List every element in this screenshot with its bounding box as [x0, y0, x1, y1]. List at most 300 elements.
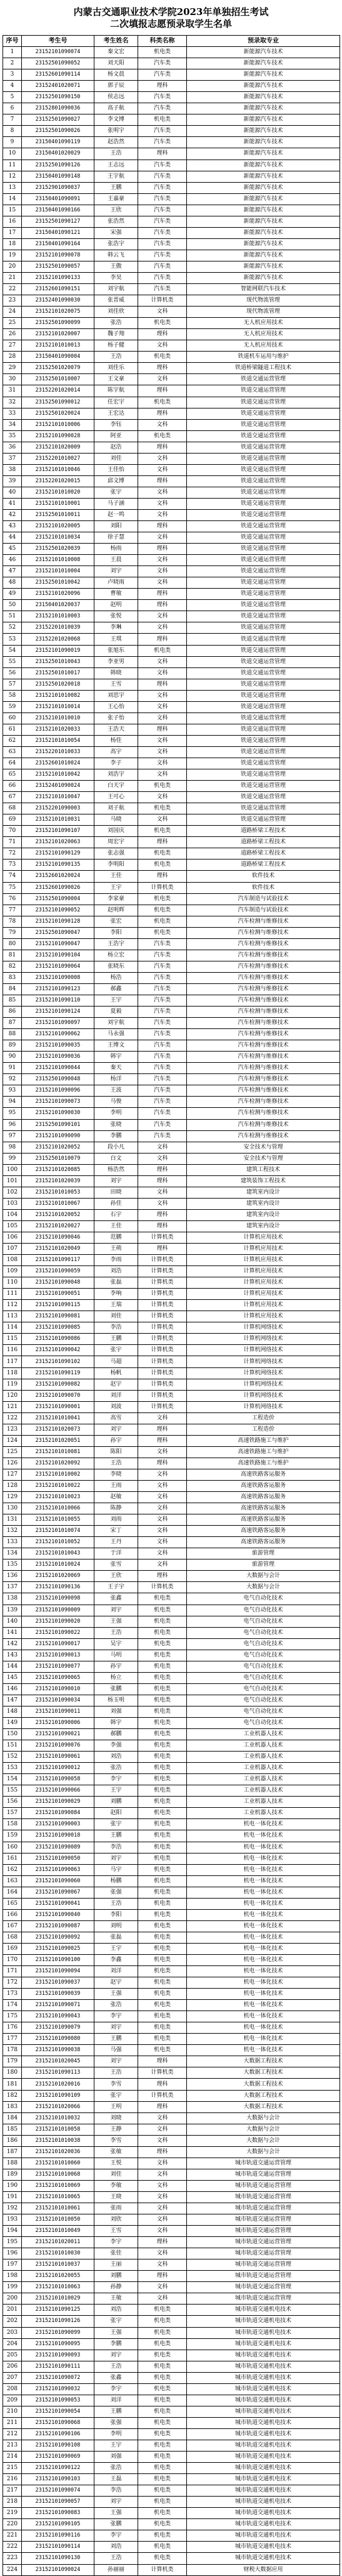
cell-exam-id: 23152101090072 [22, 2372, 94, 2383]
table-row [3, 1255, 340, 1266]
cell-exam-id: 23152101090066 [22, 1785, 94, 1797]
cell-exam-id: 23152101090085 [22, 1322, 94, 1334]
cell-index: 50 [3, 600, 22, 611]
cell-exam-id: 23152101090036 [22, 1052, 94, 1063]
table-row [3, 2259, 340, 2271]
cell-exam-id: 23152101090057 [22, 2497, 94, 2508]
cell-major: 工业机器人技术 [187, 1774, 340, 1785]
cell-index: 213 [3, 2440, 22, 2451]
cell-exam-id: 23152101020085 [22, 1164, 94, 1175]
cell-exam-id: 23152501090101 [22, 1119, 94, 1130]
table-row [3, 1729, 340, 1740]
cell-exam-id: 23152101010042 [22, 769, 94, 781]
cell-index: 158 [3, 1819, 22, 1830]
cell-category: 机电类 [138, 1650, 187, 1661]
cell-student-name: 刘浩 [94, 2542, 138, 2553]
cell-index: 137 [3, 1582, 22, 1593]
cell-student-name: 陈阳 [94, 1446, 138, 1458]
cell-student-name: 李钰 [94, 419, 138, 430]
cell-exam-id: 23152101090100 [22, 1954, 94, 1965]
cell-category: 理科 [138, 1175, 187, 1187]
cell-exam-id: 23152101010052 [22, 1537, 94, 1548]
cell-category: 理科 [138, 329, 187, 340]
cell-index: 139 [3, 1605, 22, 1616]
cell-index: 155 [3, 1785, 22, 1797]
cell-exam-id: 23152101090053 [22, 2395, 94, 2406]
cell-major: 大数据与会计 [187, 2124, 340, 2135]
cell-major: 城市轨道交通运营管理 [187, 2248, 340, 2259]
table-row [3, 1616, 340, 1627]
cell-category: 机电类 [138, 1683, 187, 1695]
cell-exam-id: 23152101090006 [22, 1717, 94, 1728]
cell-student-name: 李子 [94, 758, 138, 769]
cell-index: 179 [3, 2056, 22, 2067]
cell-major: 新能源汽车技术 [187, 58, 340, 69]
table-row [3, 701, 340, 712]
cell-exam-id: 23152101010061 [22, 2203, 94, 2214]
cell-student-name: 王浩 [94, 1898, 138, 1909]
cell-exam-id: 23152101010020 [22, 487, 94, 498]
cell-student-name: 李阳 [94, 927, 138, 938]
cell-category: 理科 [138, 1424, 187, 1435]
cell-exam-id: 23152101090119 [22, 1367, 94, 1379]
cell-category: 汽车类 [138, 160, 187, 171]
cell-category: 文科 [138, 2158, 187, 2169]
table-row [3, 2338, 340, 2350]
cell-index: 110 [3, 1277, 22, 1289]
cell-index: 117 [3, 1356, 22, 1367]
cell-category: 文科 [138, 1198, 187, 1209]
cell-major: 高速铁路客运服务 [187, 1492, 340, 1503]
cell-category: 汽车类 [138, 1040, 187, 1052]
cell-category: 机电类 [138, 1808, 187, 1819]
cell-major: 铁道交通运营管理 [187, 679, 340, 690]
table-row [3, 1683, 340, 1695]
cell-student-name: 孙宇 [94, 1435, 138, 1446]
cell-major: 机电一体化技术 [187, 1909, 340, 1920]
cell-category: 机电类 [138, 645, 187, 656]
cell-student-name: 王宇 [94, 1785, 138, 1797]
table-row [3, 2282, 340, 2293]
table-row [3, 871, 340, 882]
cell-major: 城市轨道交通机电技术 [187, 2338, 340, 2350]
cell-exam-id: 23152101090116 [22, 2530, 94, 2542]
cell-major: 工程造价 [187, 1412, 340, 1424]
cell-index: 215 [3, 2463, 22, 2474]
cell-exam-id: 23152101010022 [22, 1481, 94, 1492]
cell-category: 汽车类 [138, 1018, 187, 1029]
cell-index: 168 [3, 1932, 22, 1943]
cell-exam-id: 23152101090050 [22, 1853, 94, 1864]
cell-student-name: 张雪 [94, 1559, 138, 1571]
cell-major: 大数据工程技术 [187, 2101, 340, 2112]
cell-exam-id: 23152601090114 [22, 69, 94, 81]
cell-category: 机电类 [138, 905, 187, 916]
table-row [3, 1672, 340, 1683]
cell-major: 大数据工程技术 [187, 2056, 340, 2067]
cell-category: 机电类 [138, 2327, 187, 2338]
cell-major: 汽车检测与维修技术 [187, 1097, 340, 1108]
table-row [3, 1989, 340, 2000]
cell-index: 165 [3, 1898, 22, 1909]
cell-major: 工业机器人技术 [187, 1752, 340, 1763]
cell-category: 理科 [138, 1244, 187, 1255]
title-line-1: 内蒙古交通职业技术学院2023年单独招生考试 [73, 6, 269, 18]
cell-major: 铁道交通运营管理 [187, 555, 340, 566]
cell-index: 157 [3, 1808, 22, 1819]
cell-category: 汽车类 [138, 1074, 187, 1085]
cell-category: 理科 [138, 2146, 187, 2158]
cell-student-name: 赵宇 [94, 1977, 138, 1989]
cell-index: 125 [3, 1446, 22, 1458]
cell-exam-id: 23150401090148 [22, 171, 94, 182]
cell-index: 218 [3, 2497, 22, 2508]
cell-exam-id: 23152101090044 [22, 1063, 94, 1074]
table-row [3, 329, 340, 340]
cell-index: 133 [3, 1537, 22, 1548]
table-row [3, 521, 340, 532]
table-row [3, 1018, 340, 1029]
cell-student-name: 李雪 [94, 2079, 138, 2090]
table-row [3, 419, 340, 430]
cell-category: 机电类 [138, 1977, 187, 1989]
table-row [3, 2226, 340, 2237]
table-row [3, 2316, 340, 2327]
cell-student-name: 王欣 [94, 1571, 138, 1582]
cell-student-name: 王浩 [94, 1627, 138, 1638]
cell-student-name: 张志强 [94, 848, 138, 860]
cell-major: 汽车制造与试验技术 [187, 893, 340, 905]
cell-major: 城市轨道交通运营管理 [187, 2293, 340, 2305]
cell-student-name: 刘宇 [94, 2497, 138, 2508]
cell-major: 大数据与会计 [187, 2146, 340, 2158]
cell-major: 铁道交通运营管理 [187, 419, 340, 430]
cell-exam-id: 23152101090095 [22, 2338, 94, 2350]
cell-category: 机电类 [138, 860, 187, 871]
cell-category: 文科 [138, 2112, 187, 2124]
cell-exam-id: 23152501090027 [22, 114, 94, 126]
cell-exam-id: 23152101090115 [22, 1300, 94, 1311]
cell-category: 文科 [138, 1548, 187, 1559]
cell-exam-id: 23152101020011 [22, 2237, 94, 2248]
cell-major: 城市轨道交通运营管理 [187, 2271, 340, 2282]
cell-major: 汽车检测与维修技术 [187, 1074, 340, 1085]
cell-exam-id: 23150401020029 [22, 148, 94, 160]
cell-exam-id: 23152501010017 [22, 667, 94, 679]
cell-major: 计算机应用技术 [187, 1244, 340, 1255]
cell-index: 191 [3, 2191, 22, 2203]
table-row [3, 250, 340, 261]
cell-category: 机电类 [138, 2395, 187, 2406]
cell-exam-id: 23152101090068 [22, 2417, 94, 2428]
cell-index: 120 [3, 1390, 22, 1401]
cell-student-name: 王浩 [94, 352, 138, 363]
cell-major: 汽车检测与维修技术 [187, 1119, 340, 1130]
cell-category: 机电类 [138, 1909, 187, 1920]
cell-student-name: 杨浩 [94, 972, 138, 983]
cell-category: 机电类 [138, 2497, 187, 2508]
cell-student-name: 郭子辰 [94, 81, 138, 92]
cell-major: 城市轨道交通机电技术 [187, 2395, 340, 2406]
cell-index: 29 [3, 363, 22, 374]
cell-student-name: 张磊 [94, 1277, 138, 1289]
cell-major: 新能源汽车技术 [187, 103, 340, 114]
cell-exam-id: 23150401090119 [22, 137, 94, 148]
table-row [3, 893, 340, 905]
table-row [3, 205, 340, 216]
table-row [3, 1029, 340, 1040]
cell-major: 大数据与会计 [187, 2112, 340, 2124]
cell-student-name: 王瑞 [94, 1300, 138, 1311]
cell-major: 电气自动化技术 [187, 1627, 340, 1638]
table-row [3, 1548, 340, 1559]
cell-exam-id: 23152101090117 [22, 1255, 94, 1266]
cell-student-name: 张佳 [94, 2248, 138, 2259]
cell-major: 工业机器人技术 [187, 1785, 340, 1797]
cell-category: 汽车类 [138, 69, 187, 81]
table-row [3, 1119, 340, 1130]
cell-major: 高速铁路客运服务 [187, 1526, 340, 1537]
cell-major: 机电一体化技术 [187, 2011, 340, 2022]
table-row [3, 1661, 340, 1672]
cell-major: 新能源汽车技术 [187, 272, 340, 283]
cell-category: 机电类 [138, 2542, 187, 2553]
cell-student-name: 赵宇 [94, 1379, 138, 1390]
cell-category: 汽车类 [138, 137, 187, 148]
cell-category: 机电类 [138, 1717, 187, 1728]
cell-student-name: 张宇 [94, 2090, 138, 2101]
cell-student-name: 王雪 [94, 2226, 138, 2237]
cell-student-name: 邱文博 [94, 475, 138, 487]
table-row [3, 374, 340, 385]
cell-major: 铁道交通运营管理 [187, 724, 340, 735]
table-row [3, 927, 340, 938]
cell-student-name: 刘鹏 [94, 1797, 138, 1808]
cell-major: 城市轨道交通机电技术 [187, 2542, 340, 2553]
cell-index: 159 [3, 1830, 22, 1842]
table-row [3, 758, 340, 769]
cell-major: 铁道交通运营管理 [187, 769, 340, 781]
cell-index: 37 [3, 453, 22, 464]
cell-exam-id: 23152101010049 [22, 2226, 94, 2237]
cell-major: 城市轨道交通机电技术 [187, 2474, 340, 2485]
cell-major: 道路桥梁工程技术 [187, 860, 340, 871]
cell-category: 理科 [138, 1220, 187, 1232]
cell-major: 铁道交通运营管理 [187, 589, 340, 600]
cell-major: 软件技术 [187, 871, 340, 882]
cell-category: 机电类 [138, 2361, 187, 2372]
cell-student-name: 马宇 [94, 1864, 138, 1875]
table-row [3, 2519, 340, 2530]
cell-major: 高速铁路客运服务 [187, 1514, 340, 1526]
cell-category: 机电类 [138, 1672, 187, 1683]
cell-category: 机电类 [138, 2530, 187, 2542]
cell-category: 文科 [138, 2180, 187, 2191]
cell-exam-id: 23152101010068 [22, 2169, 94, 2180]
table-row [3, 1322, 340, 1334]
cell-student-name: 赵浩然 [94, 137, 138, 148]
cell-exam-id: 23152101020039 [22, 1175, 94, 1187]
cell-major: 机电一体化技术 [187, 1989, 340, 2000]
cell-category: 机电类 [138, 848, 187, 860]
cell-category: 机电类 [138, 1989, 187, 2000]
cell-major: 机电一体化技术 [187, 2034, 340, 2045]
cell-category: 理科 [138, 521, 187, 532]
cell-student-name: 刘波 [94, 1401, 138, 1412]
cell-category: 汽车类 [138, 1029, 187, 1040]
cell-category: 汽车类 [138, 1108, 187, 1119]
cell-exam-id: 23152101090061 [22, 1752, 94, 1763]
cell-student-name: 刘宇 [94, 1424, 138, 1435]
cell-exam-id: 23152101090037 [22, 1977, 94, 1989]
table-row [3, 1209, 340, 1220]
cell-category: 机电类 [138, 1887, 187, 1898]
cell-index: 196 [3, 2248, 22, 2259]
cell-exam-id: 23152101090128 [22, 916, 94, 927]
table-row [3, 983, 340, 995]
cell-index: 111 [3, 1289, 22, 1300]
cell-exam-id: 23152101090001 [22, 1401, 94, 1412]
table-row [3, 238, 340, 250]
cell-category: 理科 [138, 1571, 187, 1582]
table-row [3, 950, 340, 961]
cell-index: 142 [3, 1638, 22, 1650]
table-row [3, 1040, 340, 1052]
cell-student-name: 段小凡 [94, 1142, 138, 1153]
cell-index: 178 [3, 2045, 22, 2056]
cell-category: 文科 [138, 1481, 187, 1492]
cell-exam-id: 23152201020014 [22, 385, 94, 397]
table-row [3, 216, 340, 227]
table-row [3, 2067, 340, 2079]
cell-student-name: 张鹏 [94, 2519, 138, 2530]
cell-major: 城市轨道交通机电技术 [187, 2485, 340, 2497]
cell-index: 20 [3, 261, 22, 272]
cell-category: 机电类 [138, 2452, 187, 2463]
cell-major: 铁道交通运营管理 [187, 667, 340, 679]
cell-exam-id: 23152101010037 [22, 2259, 94, 2271]
cell-index: 28 [3, 352, 22, 363]
cell-category: 文科 [138, 464, 187, 475]
cell-student-name: 李浩 [94, 1322, 138, 1334]
cell-index: 185 [3, 2124, 22, 2135]
cell-exam-id: 23152101090114 [22, 2542, 94, 2553]
cell-major: 汽车检测与维修技术 [187, 1108, 340, 1119]
cell-student-name: 王浩 [94, 2067, 138, 2079]
cell-exam-id: 23152101020005 [22, 521, 94, 532]
cell-student-name: 赵敏 [94, 1492, 138, 1503]
cell-category: 文科 [138, 566, 187, 577]
cell-category: 汽车类 [138, 250, 187, 261]
cell-exam-id: 23152101010032 [22, 2112, 94, 2124]
cell-category: 机电类 [138, 1943, 187, 1954]
cell-category: 理科 [138, 148, 187, 160]
cell-category: 机电类 [138, 1920, 187, 1932]
cell-category: 机电类 [138, 1954, 187, 1965]
table-row [3, 837, 340, 848]
table-row [3, 792, 340, 803]
cell-exam-id: 23152501010011 [22, 509, 94, 520]
cell-major: 铁道交通运营管理 [187, 442, 340, 453]
cell-index: 85 [3, 995, 22, 1006]
cell-exam-id: 23152101010002 [22, 1469, 94, 1480]
cell-index: 201 [3, 2305, 22, 2316]
cell-exam-id: 23152101090074 [22, 2485, 94, 2497]
table-row [3, 2180, 340, 2191]
cell-exam-id: 23152101010046 [22, 464, 94, 475]
cell-exam-id: 23152101010029 [22, 2293, 94, 2305]
cell-exam-id: 23152101010006 [22, 419, 94, 430]
cell-category: 机电类 [138, 1774, 187, 1785]
cell-category: 机电类 [138, 1616, 187, 1627]
cell-student-name: 卢晓雨 [94, 577, 138, 589]
cell-student-name: 刘子航 [94, 803, 138, 814]
cell-index: 108 [3, 1255, 22, 1266]
table-row [3, 1300, 340, 1311]
cell-exam-id: 23152101020063 [22, 837, 94, 848]
cell-major: 电气自动化技术 [187, 1695, 340, 1706]
cell-exam-id: 23152101090125 [22, 2305, 94, 2316]
cell-index: 46 [3, 555, 22, 566]
cell-index: 193 [3, 2214, 22, 2226]
cell-exam-id: 23152101090040 [22, 1909, 94, 1920]
cell-category: 机电类 [138, 2045, 187, 2056]
cell-index: 210 [3, 2406, 22, 2417]
cell-student-name: 王雨 [94, 1481, 138, 1492]
cell-category: 机电类 [138, 352, 187, 363]
cell-exam-id: 23152101010001 [22, 498, 94, 509]
cell-index: 12 [3, 171, 22, 182]
cell-exam-id: 23152101090122 [22, 2463, 94, 2474]
cell-exam-id: 23152101090008 [22, 972, 94, 983]
cell-major: 无人机应用技术 [187, 340, 340, 352]
cell-student-name: 刘浩 [94, 2305, 138, 2316]
cell-exam-id: 23152101090034 [22, 1695, 94, 1706]
cell-major: 城市轨道交通机电技术 [187, 2452, 340, 2463]
table-row [3, 1424, 340, 1435]
cell-category: 机电类 [138, 1898, 187, 1909]
cell-exam-id: 23150401090004 [22, 352, 94, 363]
cell-exam-id: 23152401020071 [22, 81, 94, 92]
cell-student-name: 宋强 [94, 227, 138, 238]
cell-exam-id: 23152101020016 [22, 2079, 94, 2090]
table-row [3, 2135, 340, 2146]
cell-category: 理科 [138, 589, 187, 600]
table-row [3, 848, 340, 860]
cell-category: 文科 [138, 1412, 187, 1424]
cell-exam-id: 23152101090102 [22, 1356, 94, 1367]
cell-category: 机电类 [138, 2316, 187, 2327]
cell-index: 212 [3, 2428, 22, 2440]
cell-category: 计算机类 [138, 1266, 187, 1277]
cell-exam-id: 23152101090124 [22, 1007, 94, 1018]
cell-major: 城市轨道交通机电技术 [187, 2372, 340, 2383]
cell-index: 72 [3, 848, 22, 860]
cell-index: 214 [3, 2452, 22, 2463]
cell-category: 汽车类 [138, 193, 187, 205]
cell-student-name: 王宇航 [94, 171, 138, 182]
cell-exam-id: 23152101090107 [22, 826, 94, 837]
cell-major: 计算机网络技术 [187, 1379, 340, 1390]
cell-category: 机电类 [138, 114, 187, 126]
table-row [3, 1446, 340, 1458]
cell-index: 30 [3, 374, 22, 385]
cell-student-name: 王浩 [94, 2361, 138, 2372]
cell-exam-id: 23152101090109 [22, 2090, 94, 2101]
cell-exam-id: 23152101020092 [22, 1458, 94, 1469]
cell-index: 43 [3, 521, 22, 532]
cell-index: 18 [3, 238, 22, 250]
